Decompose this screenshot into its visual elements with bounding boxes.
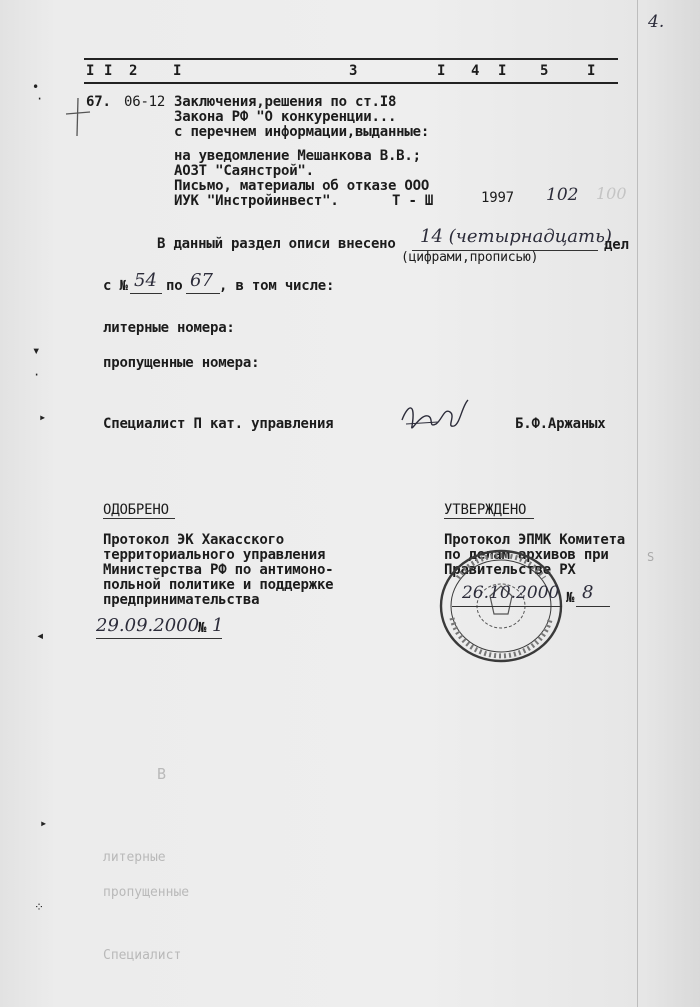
margin-mark-3: ▾ xyxy=(32,343,41,359)
margin-mark-1: • xyxy=(32,80,40,94)
summary-prefix: В данный раздел описи внесено xyxy=(157,236,396,252)
header-col-5: 5 xyxy=(540,63,549,79)
confirmed-heading: УТВЕРЖДЕНО xyxy=(444,502,527,518)
confirmed-line-1: Протокол ЭПМК Комитета xyxy=(444,532,626,548)
bleed-through-3: пропущенные xyxy=(103,885,190,900)
page-number: 4. xyxy=(648,12,665,32)
confirmed-heading-underline xyxy=(444,518,534,519)
bleed-through-2: литерные xyxy=(103,850,166,865)
missing-numbers-label: пропущенные номера: xyxy=(103,355,260,371)
range-to-value: 67 xyxy=(190,270,213,291)
margin-mark-4: · xyxy=(33,368,41,382)
range-to-prefix: по xyxy=(166,278,183,294)
approved-line-3: Министерства РФ по антимоно- xyxy=(103,562,334,578)
header-col-3: 3 xyxy=(349,63,358,79)
entry-volume: Т - Ш xyxy=(392,193,434,209)
margin-mark-6: ◂ xyxy=(36,628,45,644)
range-from-prefix: с № xyxy=(103,278,128,294)
approved-line-4: польной политике и поддержке xyxy=(103,577,334,593)
confirmed-number: 8 xyxy=(582,582,594,603)
header-sep-0: I xyxy=(86,63,95,79)
entry-title-line-4: на уведомление Мешанкова В.В.; xyxy=(174,148,421,164)
approved-line-2: территориального управления xyxy=(103,547,326,563)
signer-position: Специалист П кат. управления xyxy=(103,416,334,432)
approved-number: 1 xyxy=(212,615,224,636)
confirmed-line-2: по делам архивов при xyxy=(444,547,609,563)
approved-heading: ОДОБРЕНО xyxy=(103,502,169,518)
range-to-underline xyxy=(186,293,220,294)
margin-mark-2: · xyxy=(36,92,44,106)
header-sep-1: I xyxy=(104,63,113,79)
approved-date: 29.09.2000 xyxy=(96,615,200,636)
header-sep-5: I xyxy=(587,63,596,79)
header-col-4: 4 xyxy=(471,63,480,79)
signer-name: Б.Ф.Аржаных xyxy=(515,416,606,432)
approved-line-1: Протокол ЭК Хакасского xyxy=(103,532,285,548)
summary-suffix: дел xyxy=(604,237,629,253)
header-col-2: 2 xyxy=(129,63,138,79)
entry-title-line-1: Заключения,решения по ст.I8 xyxy=(174,94,397,110)
summary-count: 14 (четырнадцать) xyxy=(420,226,612,247)
entry-title-line-7: ИУК "Инстройинвест". xyxy=(174,193,339,209)
approved-line-5: предпринимательства xyxy=(103,592,260,608)
margin-mark-5: ▸ xyxy=(39,410,47,424)
entry-number: 67. xyxy=(86,94,111,110)
header-sep-3: I xyxy=(437,63,446,79)
range-from-underline xyxy=(130,293,162,294)
entry-title-line-6: Письмо, материалы об отказе ООО xyxy=(174,178,430,194)
range-suffix: , в том числе: xyxy=(219,278,335,294)
confirmed-date: 26.10.2000 xyxy=(462,583,560,603)
approved-number-prefix: № xyxy=(198,620,207,636)
approved-date-underline xyxy=(96,638,222,639)
approved-heading-underline xyxy=(103,518,175,519)
margin-mark-7: ▸ xyxy=(40,816,48,830)
confirmed-line-3: Правительстве РХ xyxy=(444,562,576,578)
entry-title-line-3: с перечнем информации,выданные: xyxy=(174,124,430,140)
entry-pages-faint: 100 xyxy=(596,184,627,203)
entry-year: 1997 xyxy=(481,190,514,206)
bleed-through-4: Специалист xyxy=(103,948,182,963)
table-header-bottom-rule xyxy=(84,82,618,84)
range-from-value: 54 xyxy=(134,270,157,291)
entry-title-line-2: Закона РФ "О конкуренции... xyxy=(174,109,397,125)
summary-count-hint: (цифрами,прописью) xyxy=(401,250,539,265)
page-fold-line xyxy=(637,0,638,1007)
entry-pages: 102 xyxy=(546,185,579,205)
bleed-through-1: В xyxy=(157,765,167,783)
entry-index: 06-12 xyxy=(124,94,166,110)
confirmed-number-underline xyxy=(576,606,610,607)
header-sep-2: I xyxy=(173,63,182,79)
header-sep-4: I xyxy=(498,63,507,79)
confirmed-date-underline xyxy=(452,606,562,607)
letter-numbers-label: литерные номера: xyxy=(103,320,235,336)
entry-title-line-5: АОЗТ "Саянстрой". xyxy=(174,163,314,179)
margin-mark-8: ⁘ xyxy=(34,900,45,914)
table-header-top-rule xyxy=(84,58,618,60)
margin-mark-9: S xyxy=(647,550,655,564)
confirmed-number-prefix: № xyxy=(566,590,575,606)
signature-scribble-icon xyxy=(398,396,472,438)
